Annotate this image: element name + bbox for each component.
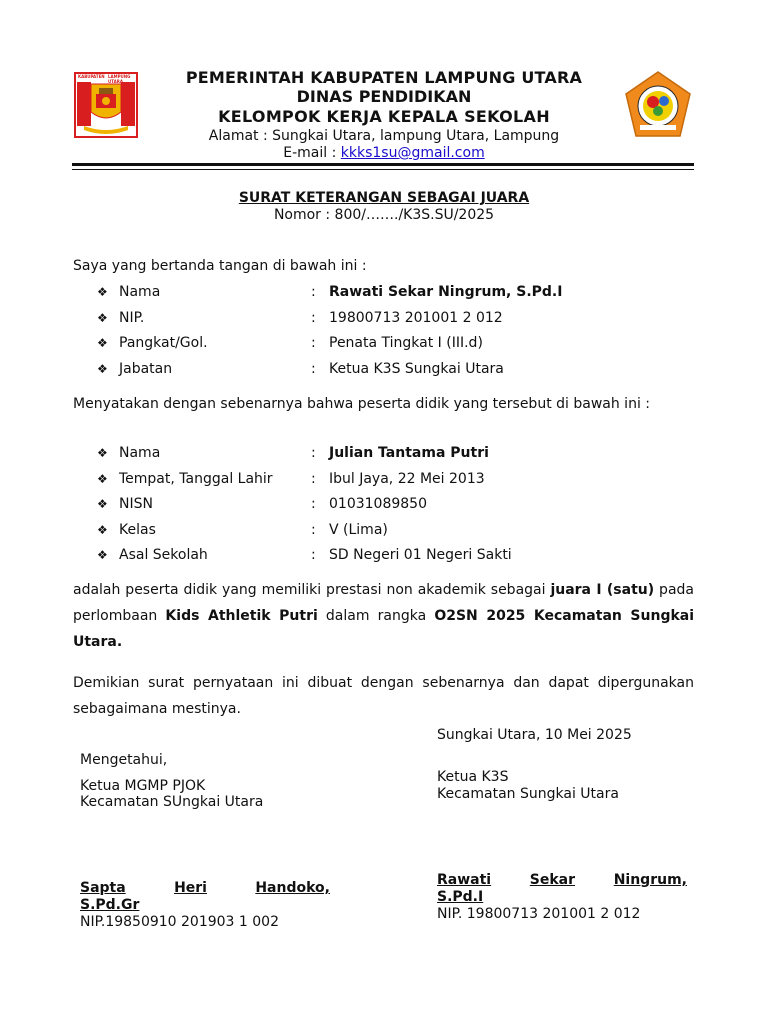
colon: :	[311, 521, 316, 538]
right-name-word-2: Sekar	[529, 872, 576, 888]
bullet-icon: ❖	[97, 361, 108, 376]
bullet-icon: ❖	[97, 497, 108, 511]
document-number: Nomor : 800/……./K3S.SU/2025	[273, 207, 495, 223]
student-value: 01031089850	[329, 496, 427, 512]
student-label: Nama	[119, 445, 161, 461]
right-role-1: Ketua K3S	[437, 769, 509, 785]
letterhead-line-2: DINAS PENDIDIKAN	[296, 87, 472, 106]
student-value: V (Lima)	[329, 521, 388, 538]
signer-row	[97, 281, 697, 303]
achievement-paragraph	[73, 577, 694, 655]
right-signer-nip: NIP. 19800713 201001 2 012	[437, 906, 641, 922]
left-signer-nip: NIP.19850910 201903 1 002	[80, 914, 279, 930]
student-row	[97, 493, 697, 515]
left-role-1: Ketua MGMP PJOK	[80, 778, 206, 794]
left-signer-title: S.Pd.Gr	[80, 897, 140, 913]
student-value: SD Negeri 01 Negeri Sakti	[329, 547, 512, 563]
right-signer-title: S.Pd.I	[437, 889, 484, 905]
achievement-rank: juara I (satu)	[550, 582, 655, 598]
left-logo-text-a: KABUPATEN	[78, 74, 105, 79]
signer-row	[97, 332, 697, 354]
letterhead-email-line	[0, 145, 768, 161]
colon: :	[311, 335, 316, 351]
letterhead-divider-thin	[72, 169, 694, 170]
colon: :	[311, 284, 316, 300]
student-value: Julian Tantama Putri	[329, 445, 489, 461]
right-name-word-1: Rawati	[437, 872, 492, 888]
left-role-2: Kecamatan SUngkai Utara	[80, 794, 264, 810]
signer-label: NIP.	[119, 309, 145, 326]
letterhead-address: Alamat : Sungkai Utara, lampung Utara, Lampung	[208, 128, 560, 144]
signer-row	[97, 358, 697, 380]
signer-value: Ketua K3S Sungkai Utara	[329, 360, 504, 377]
bullet-icon: ❖	[97, 285, 108, 299]
right-signer-name	[437, 872, 687, 889]
left-known: Mengetahui,	[80, 752, 168, 768]
achievement-text-1: adalah peserta didik yang memiliki prestasi non akademik sebagai	[73, 582, 551, 598]
email-link[interactable]: kkks1su@gmail.com	[340, 145, 485, 161]
signer-value: 19800713 201001 2 012	[329, 309, 503, 326]
signer-label: Pangkat/Gol.	[119, 335, 208, 351]
letterhead-divider-thick	[72, 163, 694, 166]
colon: :	[311, 547, 316, 563]
statement-text: Menyatakan dengan sebenarnya bahwa peserta didik yang tersebut di bawah ini :	[73, 396, 650, 412]
student-label: NISN	[119, 496, 153, 512]
achievement-event: O2SN 2025 Kecamatan Sungkai Utara.	[73, 608, 695, 650]
letterhead-line-1: PEMERINTAH KABUPATEN LAMPUNG UTARA	[185, 68, 583, 87]
right-role-2: Kecamatan Sungkai Utara	[437, 786, 619, 802]
student-row	[97, 442, 697, 464]
signer-value: Rawati Sekar Ningrum, S.Pd.I	[329, 284, 563, 300]
closing-text: Demikian surat pernyataan ini dibuat dengan sebenarnya dan dapat dipergunakan sebagaimana mestinya.	[73, 675, 694, 717]
signer-label: Jabatan	[119, 360, 173, 377]
achievement-text-3: dalam rangka	[317, 608, 435, 624]
intro-text: Saya yang bertanda tangan di bawah ini :	[73, 258, 367, 274]
colon: :	[311, 309, 316, 326]
student-row	[97, 544, 697, 566]
student-value: Ibul Jaya, 22 Mei 2013	[329, 470, 485, 487]
left-logo-text-b: LAMPUNG UTARA	[108, 74, 131, 84]
bullet-icon: ❖	[97, 548, 108, 562]
colon: :	[311, 496, 316, 512]
right-name-word-3: Ningrum,	[613, 872, 687, 888]
student-label: Asal Sekolah	[119, 547, 208, 563]
bullet-icon: ❖	[97, 522, 108, 537]
achievement-text-2: pada perlombaan	[73, 582, 694, 624]
bullet-icon: ❖	[97, 310, 108, 325]
bullet-icon: ❖	[97, 471, 108, 486]
letterhead-line-3: KELOMPOK KERJA KEPALA SEKOLAH	[218, 107, 550, 126]
email-label: E-mail :	[283, 145, 341, 161]
student-label: Kelas	[119, 521, 156, 538]
student-label: Tempat, Tanggal Lahir	[119, 470, 273, 487]
colon: :	[311, 360, 316, 377]
left-name-word-3: Handoko,	[255, 880, 330, 896]
place-date: Sungkai Utara, 10 Mei 2025	[437, 727, 632, 743]
colon: :	[311, 445, 316, 461]
bullet-icon: ❖	[97, 446, 108, 460]
student-row	[97, 519, 697, 541]
achievement-competition: Kids Athletik Putri	[165, 608, 318, 624]
signer-row	[97, 307, 697, 329]
colon: :	[311, 470, 316, 487]
left-name-word-1: Sapta	[80, 880, 126, 896]
left-name-word-2: Heri	[174, 880, 207, 896]
signer-label: Nama	[119, 284, 161, 300]
bullet-icon: ❖	[97, 336, 108, 350]
signer-value: Penata Tingkat I (III.d)	[329, 335, 483, 351]
document-title: SURAT KETERANGAN SEBAGAI JUARA	[238, 190, 530, 206]
left-signer-name	[80, 880, 330, 897]
student-row	[97, 468, 697, 490]
